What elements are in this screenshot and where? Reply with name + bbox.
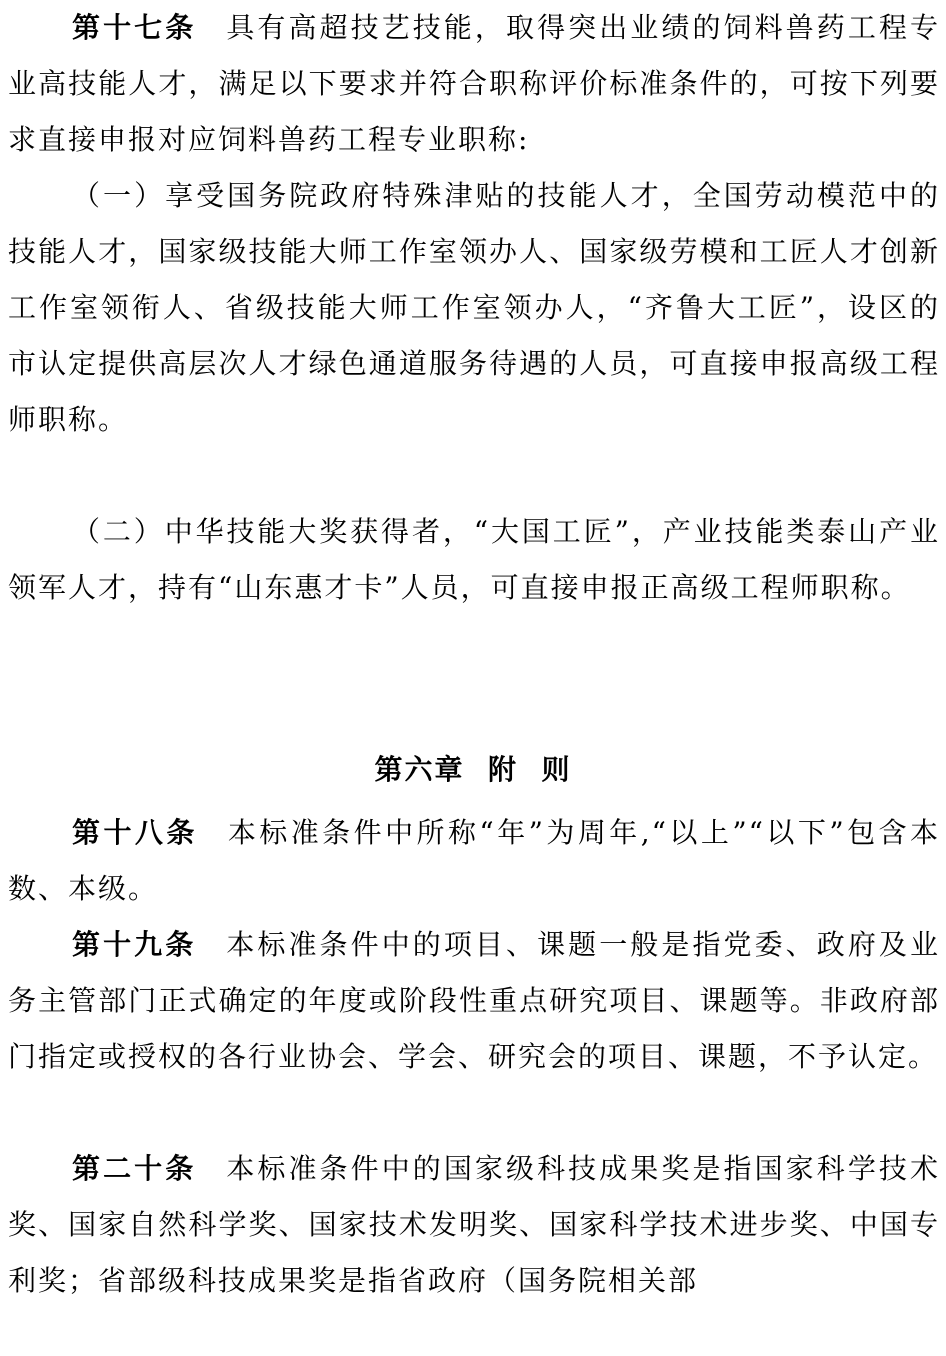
article-17-item-1: （一）享受国务院政府特殊津贴的技能人才，全国劳动模范中的技能人才，国家级技能大师工作室领办人、国家级劳模和工匠人才创新工作室领衔人、省级技能大师工作室领办人，“齐鲁大工匠”，设区的市认定提供高层次人才绿色通道服务待遇的人员，可直接申报高级工程师职称。 (8, 179, 940, 436)
article-18-paragraph (0, 805, 946, 917)
article-17-text: 具有高超技艺技能，取得突出业绩的饲料兽药工程专业高技能人才，满足以下要求并符合职称评价标准条件的，可按下列要求直接申报对应饲料兽药工程专业职称: (8, 11, 940, 156)
article-19-heading: 第十九条 (72, 928, 197, 961)
article-18-heading: 第十八条 (72, 816, 198, 849)
chapter-6-title: 第六章 附 则 (374, 753, 572, 786)
article-17-heading: 第十七条 (72, 11, 197, 44)
article-17-item-2: （二）中华技能大奖获得者，“大国工匠”，产业技能类泰山产业领军人才，持有“山东惠才卡”人员，可直接申报正高级工程师职称。 (8, 515, 940, 604)
article-19-paragraph (0, 917, 946, 1085)
article-20-paragraph (0, 1141, 946, 1309)
article-20-heading: 第二十条 (72, 1152, 197, 1185)
article-18-text: 本标准条件中所称“年”为周年,“以上”“以下”包含本数、本级。 (8, 816, 940, 905)
article-19-text: 本标准条件中的项目、课题一般是指党委、政府及业务主管部门正式确定的年度或阶段性重点研究项目、课题等。非政府部门指定或授权的各行业协会、学会、研究会的项目、课题，不予认定。 (8, 928, 940, 1073)
article-20-text: 本标准条件中的国家级科技成果奖是指国家科学技术奖、国家自然科学奖、国家技术发明奖、国家科学技术进步奖、中国专利奖；省部级科技成果奖是指省政府（国务院相关部 (8, 1152, 940, 1297)
article-17-paragraph (0, 0, 946, 168)
